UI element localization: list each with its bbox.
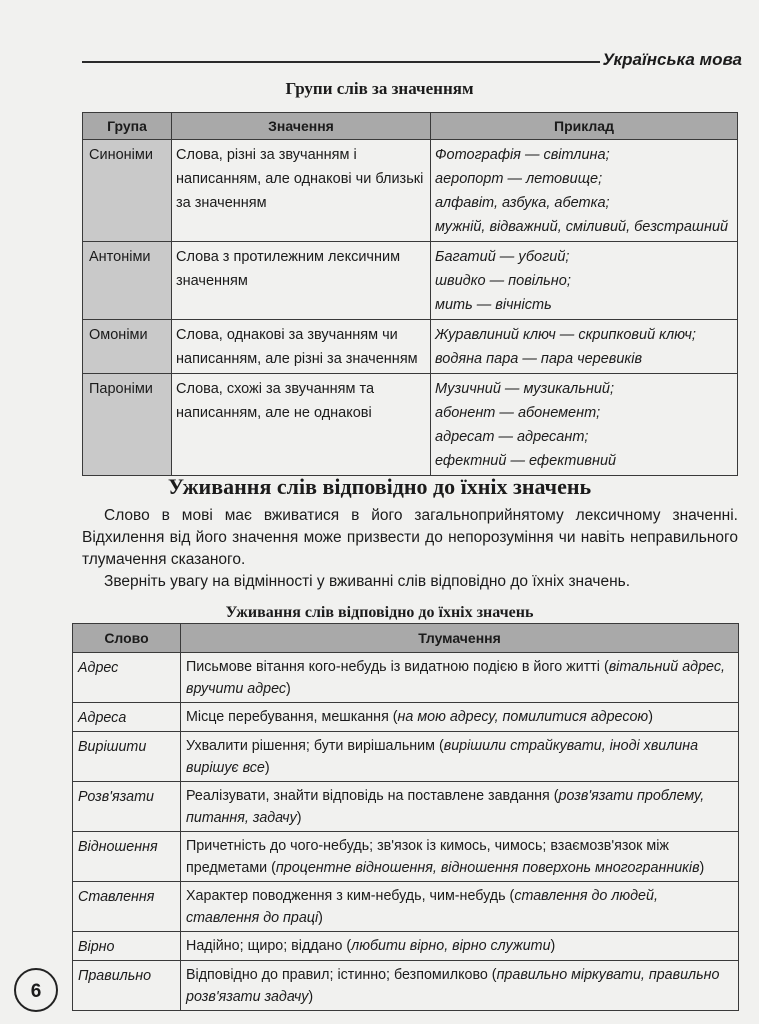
example-line: водяна пара — пара черевиків bbox=[435, 351, 643, 367]
paragraph-2: Зверніть увагу на відмінності у вживанні слів відповідно до їхніх значень. bbox=[104, 573, 631, 590]
header-subject: Українська мова bbox=[602, 50, 742, 69]
example-line: мужній, відважний, сміливий, безстрашний bbox=[435, 219, 729, 235]
table-row bbox=[73, 932, 739, 961]
definition-end: ) bbox=[550, 938, 556, 954]
definition-end: ) bbox=[648, 709, 653, 725]
group-cell: Омоніми bbox=[83, 320, 172, 374]
definition-example: розв'язати проблему, питання, задачу bbox=[186, 788, 705, 826]
word-cell: Відношення bbox=[73, 832, 181, 882]
definition-cell bbox=[181, 703, 739, 732]
definition-text: Причетність до чого-небудь; зв'язок із кимось, чимось; взаємозв'язок між предметами ( bbox=[186, 838, 669, 876]
word-cell: Вирішити bbox=[73, 732, 181, 782]
groups-table-header-row bbox=[83, 113, 738, 140]
example-cell bbox=[431, 140, 738, 242]
definition-cell bbox=[181, 961, 739, 1011]
example-line: абонент — абонемент; bbox=[435, 405, 601, 421]
group-cell: Синоніми bbox=[83, 140, 172, 242]
example-cell bbox=[431, 320, 738, 374]
table-row bbox=[73, 882, 739, 932]
group-cell: Пароніми bbox=[83, 374, 172, 476]
table-row bbox=[73, 832, 739, 882]
definition-cell bbox=[181, 932, 739, 961]
header-rule bbox=[82, 61, 600, 63]
definition-end: ) bbox=[699, 860, 705, 876]
usage-col-word: Слово bbox=[73, 624, 181, 653]
example-line: мить — вічність bbox=[435, 297, 552, 313]
definition-text: Ухвалити рішення; бути вирішальним ( bbox=[186, 738, 444, 754]
definition-cell bbox=[181, 882, 739, 932]
paragraph-1: Слово в мові має вживатися в його загальноприйнятому лексичному значенні. Відхилення від його значення може призвести до непорозуміння чи навіть неправильного тлумачення сказаного. bbox=[82, 507, 738, 568]
example-line: адресат — адресант; bbox=[435, 429, 589, 445]
definition-example: правильно міркувати, правильно розв'язати задачу bbox=[186, 967, 720, 1005]
example-cell bbox=[431, 374, 738, 476]
page-header bbox=[82, 48, 750, 74]
example-line: Багатий — убогий; bbox=[435, 249, 570, 265]
meaning-cell: Слова, різні за звучанням і написанням, але однакові чи близькі за значенням bbox=[172, 140, 431, 242]
example-line: алфавіт, азбука, абетка; bbox=[435, 195, 610, 211]
definition-end: ) bbox=[308, 989, 314, 1005]
example-line: швидко — повільно; bbox=[435, 273, 571, 289]
example-line: Журавлиний ключ — скрипковий ключ; bbox=[435, 327, 696, 343]
table-row bbox=[83, 320, 738, 374]
definition-cell bbox=[181, 832, 739, 882]
definition-example: любити вірно, вірно служити bbox=[351, 938, 551, 954]
definition-text: Надійно; щиро; віддано ( bbox=[186, 938, 352, 954]
groups-table bbox=[82, 112, 738, 476]
table-row bbox=[73, 961, 739, 1011]
word-cell: Ставлення bbox=[73, 882, 181, 932]
word-cell: Адреса bbox=[73, 703, 181, 732]
definition-cell bbox=[181, 732, 739, 782]
meaning-cell: Слова, однакові за звучанням чи написанням, але різні за значенням bbox=[172, 320, 431, 374]
definition-text: Реалізувати, знайти відповідь на поставлене завдання ( bbox=[186, 788, 559, 804]
page-number: 6 bbox=[14, 968, 58, 1012]
definition-text: Відповідно до правил; істинно; безпомилково ( bbox=[186, 967, 497, 983]
definition-example: процентне відношення, відношення поверхонь многогранників bbox=[275, 860, 700, 876]
meaning-cell: Слова з протилежним лексичним значенням bbox=[172, 242, 431, 320]
table-row bbox=[83, 242, 738, 320]
table-row bbox=[73, 732, 739, 782]
example-line: Музичний — музикальний; bbox=[435, 381, 614, 397]
definition-end: ) bbox=[264, 760, 270, 776]
definition-example: на мою адресу, помилитися адресою bbox=[397, 709, 649, 725]
word-cell: Адрес bbox=[73, 653, 181, 703]
meaning-cell: Слова, схожі за звучанням та написанням, але не однакові bbox=[172, 374, 431, 476]
word-cell: Вірно bbox=[73, 932, 181, 961]
table-row bbox=[73, 782, 739, 832]
groups-col-group: Група bbox=[83, 113, 172, 140]
definition-example: ставлення до людей, ставлення до праці bbox=[186, 888, 658, 926]
groups-col-meaning: Значення bbox=[172, 113, 431, 140]
example-cell bbox=[431, 242, 738, 320]
table-row bbox=[73, 653, 739, 703]
definition-text: Письмове вітання кого-небудь із видатною подією в його житті ( bbox=[186, 659, 609, 675]
definition-text: Місце перебування, мешкання ( bbox=[186, 709, 398, 725]
groups-col-example: Приклад bbox=[431, 113, 738, 140]
example-line: ефектний — ефективний bbox=[435, 453, 617, 469]
definition-text: Характер поводження з ким-небудь, чим-небудь ( bbox=[186, 888, 515, 904]
table-row bbox=[83, 140, 738, 242]
definition-end: ) bbox=[318, 910, 323, 926]
usage-col-definition: Тлумачення bbox=[181, 624, 739, 653]
table-row bbox=[73, 703, 739, 732]
table-row bbox=[83, 374, 738, 476]
definition-end: ) bbox=[286, 681, 291, 697]
definition-end: ) bbox=[296, 810, 302, 826]
example-line: Фотографія — світлина; bbox=[435, 147, 610, 163]
word-cell: Розв'язати bbox=[73, 782, 181, 832]
usage-table bbox=[72, 623, 739, 1011]
definition-cell bbox=[181, 782, 739, 832]
definition-example: вирішили страйкувати, іноді хвилина вирішує все bbox=[186, 738, 699, 776]
usage-table-header-row bbox=[73, 624, 739, 653]
definition-cell bbox=[181, 653, 739, 703]
example-line: аеропорт — летовище; bbox=[435, 171, 603, 187]
groups-table-title: Групи слів за значенням bbox=[285, 79, 474, 98]
definition-example: вітальний адрес, вручити адрес bbox=[186, 659, 725, 697]
group-cell: Антоніми bbox=[83, 242, 172, 320]
main-heading: Уживання слів відповідно до їхніх значень bbox=[167, 474, 592, 499]
usage-table-title: Уживання слів відповідно до їхніх значень bbox=[225, 604, 534, 621]
word-cell: Правильно bbox=[73, 961, 181, 1011]
